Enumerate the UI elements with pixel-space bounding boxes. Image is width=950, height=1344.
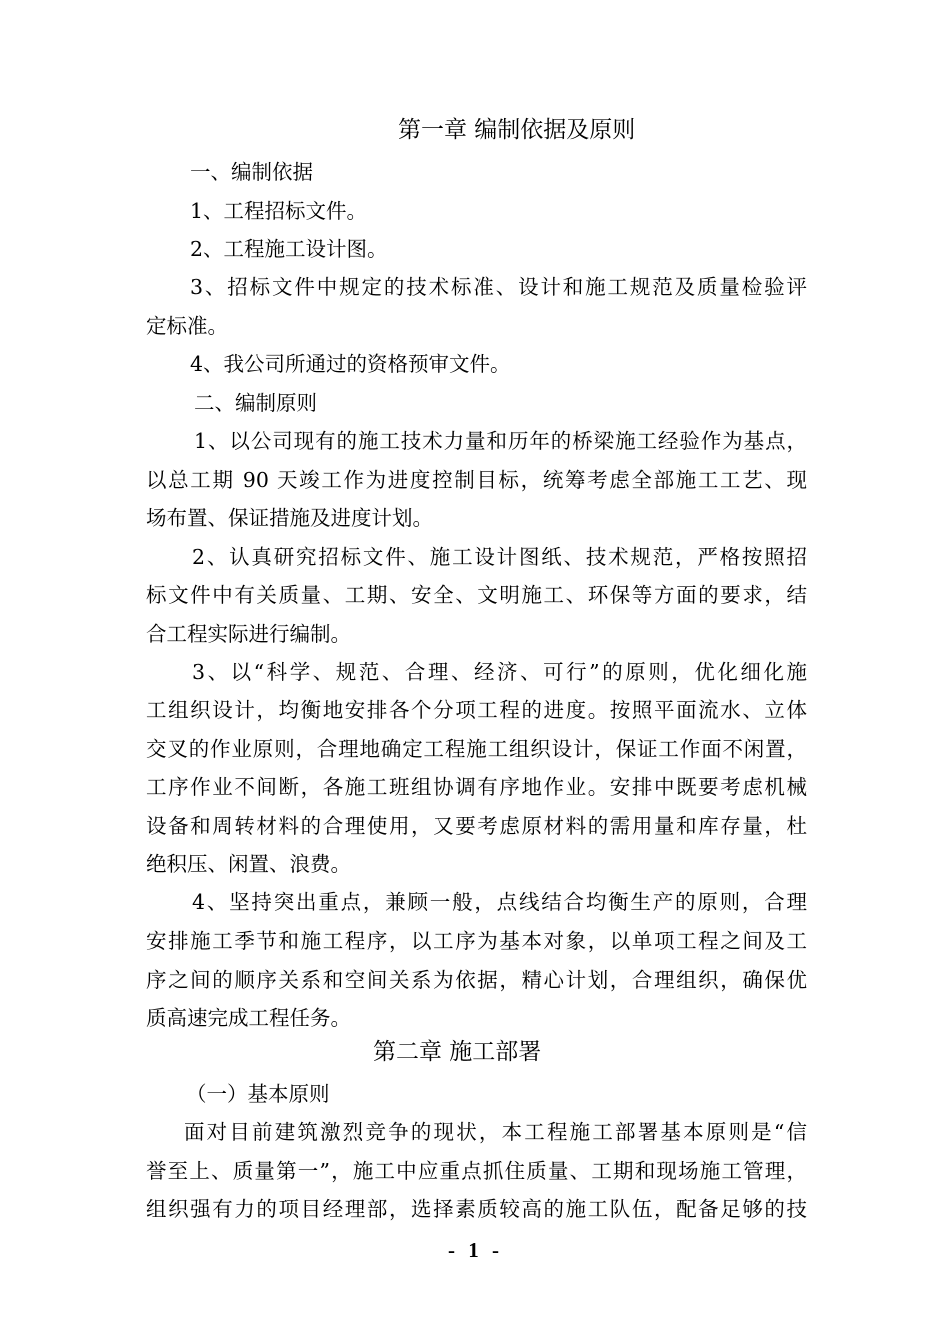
list-item: 2、工程施工设计图。 xyxy=(190,237,388,261)
section-heading: （一）基本原则 xyxy=(186,1082,330,1106)
paragraph-line: 绝积压、闲置、浪费。 xyxy=(146,852,351,876)
paragraph-line: 组织强有力的项目经理部，选择素质较高的施工队伍，配备足够的技 xyxy=(146,1197,807,1221)
paragraph-line: 工组织设计，均衡地安排各个分项工程的进度。按照平面流水、立体 xyxy=(146,698,807,722)
paragraph-line: 安排施工季节和施工程序，以工序为基本对象，以单项工程之间及工 xyxy=(146,929,807,953)
paragraph-line: 标文件中有关质量、工期、安全、文明施工、环保等方面的要求，结 xyxy=(146,583,807,607)
paragraph-line: 设备和周转材料的合理使用，又要考虑原材料的需用量和库存量，杜 xyxy=(146,814,807,838)
paragraph-line: 以总工期 90 天竣工作为进度控制目标，统筹考虑全部施工工艺、现 xyxy=(146,468,807,492)
chapter1-title: 第一章 编制依据及原则 xyxy=(398,117,636,143)
list-item: 4、我公司所通过的资格预审文件。 xyxy=(190,352,511,376)
paragraph-line: 面对目前建筑激烈竞争的现状，本工程施工部署基本原则是“信 xyxy=(184,1120,807,1144)
list-item: 1、工程招标文件。 xyxy=(190,199,368,223)
paragraph-line: 2、认真研究招标文件、施工设计图纸、技术规范，严格按照招 xyxy=(192,545,807,569)
paragraph-line: 质高速完成工程任务。 xyxy=(146,1006,351,1030)
paragraph-line: 工序作业不间断，各施工班组协调有序地作业。安排中既要考虑机械 xyxy=(146,775,807,799)
paragraph-line: 合工程实际进行编制。 xyxy=(146,622,351,646)
list-item: 3、招标文件中规定的技术标准、设计和施工规范及质量检验评 xyxy=(190,275,807,299)
paragraph-line: 1、以公司现有的施工技术力量和历年的桥梁施工经验作为基点， xyxy=(194,429,807,453)
paragraph-line: 交叉的作业原则，合理地确定工程施工组织设计，保证工作面不闲置， xyxy=(146,737,807,761)
page-number: - 1 - xyxy=(448,1238,503,1262)
paragraph-line: 4、坚持突出重点，兼顾一般，点线结合均衡生产的原则，合理 xyxy=(192,890,807,914)
chapter2-title: 第二章 施工部署 xyxy=(373,1039,542,1065)
section-heading: 一、编制依据 xyxy=(190,160,313,184)
paragraph-line: 场布置、保证措施及进度计划。 xyxy=(146,506,433,530)
paragraph-line: 3、以“科学、规范、合理、经济、可行”的原则，优化细化施 xyxy=(192,660,807,684)
paragraph-line: 誉至上、质量第一”，施工中应重点抓住质量、工期和现场施工管理， xyxy=(146,1159,807,1183)
list-item-continuation: 定标准。 xyxy=(146,314,228,338)
paragraph-line: 序之间的顺序关系和空间关系为依据，精心计划，合理组织，确保优 xyxy=(146,968,807,992)
section-heading: 二、编制原则 xyxy=(194,391,317,415)
